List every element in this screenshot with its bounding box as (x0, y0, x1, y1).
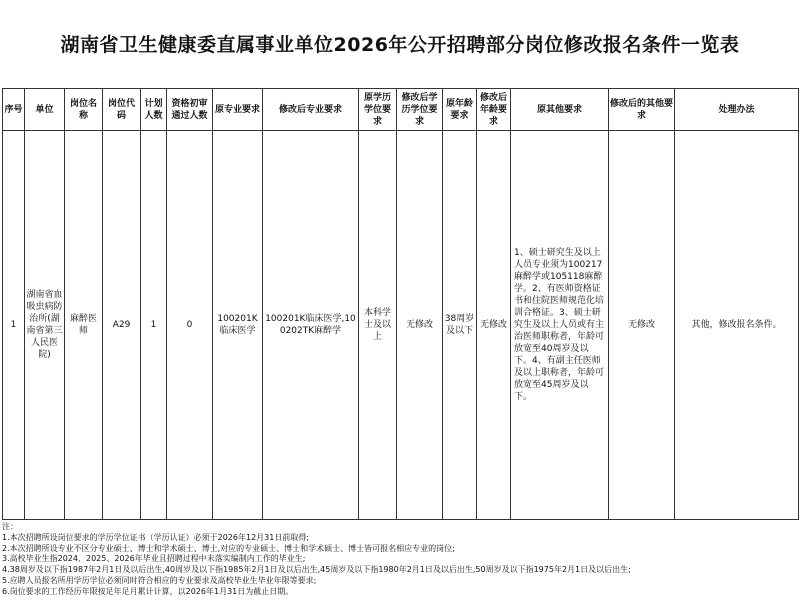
header-cell: 修改后年龄要求 (477, 89, 511, 131)
header-cell: 修改后的其他要求 (609, 89, 675, 131)
header-cell: 计划人数 (141, 89, 167, 131)
header-cell: 修改后专业要求 (263, 89, 359, 131)
cell-orig-other: 1、硕士研究生及以上人员专业须为100217麻醉学或105118麻醉学。2、有医师资格证书和住院医师规范化培训合格证。3、硕士研究生及以上人员或有主治医师职称者，年龄可放宽至40周岁及以下。4、有副主任医师及以上职称者，年龄可放宽至45周岁及以下。 (511, 131, 609, 520)
note-line: 2.本次招聘所设专业不区分专业硕士、博士和学术硕士、博士,对应的专业硕士、博士和学术硕士、博士皆可报名相应专业的岗位; (2, 543, 455, 553)
cell-new-other: 无修改 (609, 131, 675, 520)
note-line: 3.高校毕业生指2024、2025、2026年毕业且招聘过程中未落实编制内工作的毕业生; (2, 554, 306, 564)
note-line: 4.38周岁及以下指1987年2月1日及以后出生,40周岁及以下指1985年2月1日及以后出生,45周岁及以下指1980年2月1日及以后出生,50周岁及以下指1975年2月1日及以后出生; (2, 565, 631, 575)
cell-code: A29 (103, 131, 141, 520)
header-cell: 原专业要求 (213, 89, 263, 131)
note-line: 1.本次招聘所设岗位要求的学历学位证书（学历认证）必须于2026年12月31日前取得; (2, 532, 310, 542)
header-cell: 处理办法 (675, 89, 799, 131)
cell-new-age: 无修改 (477, 131, 511, 520)
cell-handling: 其他，修改报名条件。 (675, 131, 799, 520)
cell-planned: 1 (141, 131, 167, 520)
note-heading: 注： (2, 522, 18, 531)
header-cell: 原学历学位要求 (359, 89, 397, 131)
header-cell: 单位 (25, 89, 65, 131)
header-cell: 原其他要求 (511, 89, 609, 131)
cell-unit: 湖南省血吸虫病防治所(湖南省第三人民医院) (25, 131, 65, 520)
page-title: 湖南省卫生健康委直属事业单位2026年公开招聘部分岗位修改报名条件一览表 (60, 34, 740, 56)
cell-orig-age: 38周岁及以下 (443, 131, 477, 520)
cell-no: 1 (3, 131, 25, 520)
header-cell: 序号 (3, 89, 25, 131)
header-cell: 修改后学历学位要求 (397, 89, 443, 131)
note-line: 6.岗位要求的工作经历年限按足年足月累计计算，以2026年1月31日为截止日期。 (2, 586, 294, 596)
cell-orig-major: 100201K临床医学 (213, 131, 263, 520)
cell-position: 麻醉医师 (65, 131, 103, 520)
notes-section (2, 522, 798, 598)
table-row (3, 131, 799, 520)
cell-new-major: 100201K临床医学,100202TK麻醉学 (263, 131, 359, 520)
table-header-row (3, 89, 799, 131)
header-cell: 岗位名称 (65, 89, 103, 131)
header-cell: 岗位代码 (103, 89, 141, 131)
header-cell: 资格初审通过人数 (167, 89, 213, 131)
cell-orig-degree: 本科学士及以上 (359, 131, 397, 520)
note-line: 5.应聘人员报名所用学历学位必须同时符合相应的专业要求及高校毕业生毕业年限等要求; (2, 575, 317, 585)
cell-new-degree: 无修改 (397, 131, 443, 520)
positions-table (2, 88, 799, 520)
header-cell: 原年龄要求 (443, 89, 477, 131)
cell-passed: 0 (167, 131, 213, 520)
